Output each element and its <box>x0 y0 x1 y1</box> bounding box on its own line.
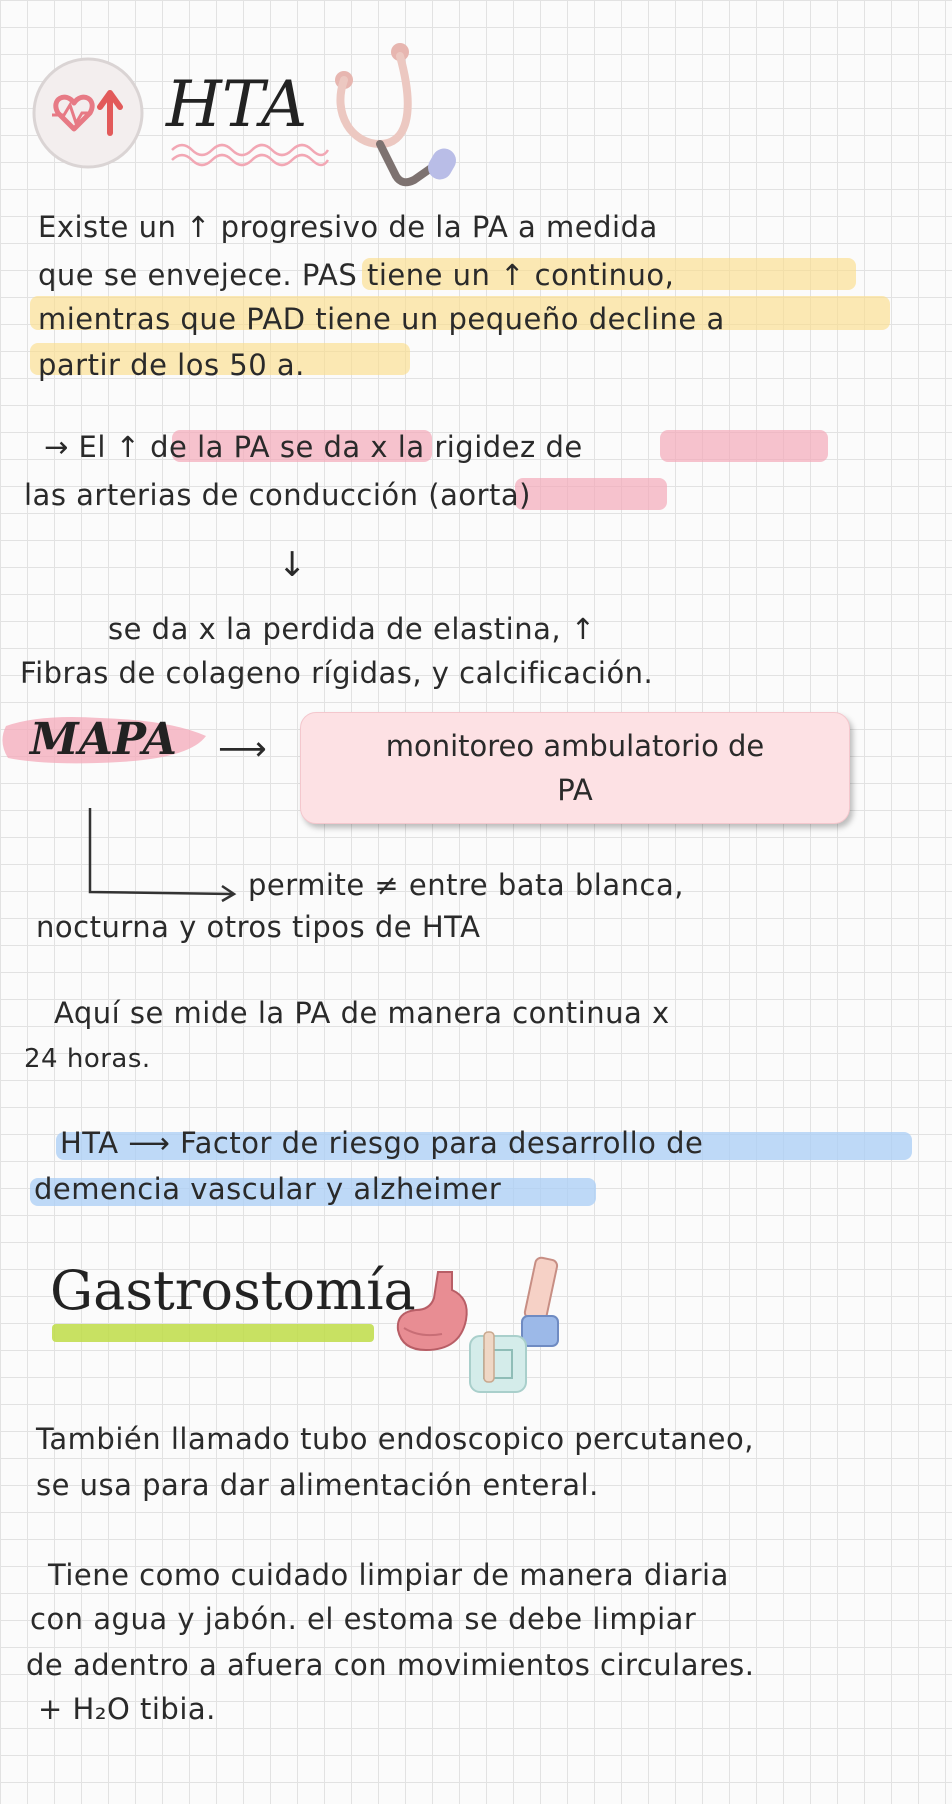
gastrostomy-tube-kit-icon <box>460 1254 580 1404</box>
hta-paragraph-1-line-2: que se envejece. PAS tiene un ↑ continuo, <box>38 258 675 292</box>
gastro-paragraph-1-line-2: se usa para dar alimentación enteral. <box>36 1468 599 1502</box>
hta-paragraph-1-line-3: mientras que PAD tiene un pequeño decline a <box>38 302 725 336</box>
title-squiggle-decoration <box>170 140 330 170</box>
l-shaped-arrow <box>82 806 242 900</box>
mapa-definition-line-2: PA <box>557 773 593 807</box>
mapa-label: MAPA <box>30 714 177 765</box>
stethoscope-icon <box>322 44 472 194</box>
mapa-definition-box <box>300 712 850 824</box>
gastro-paragraph-2-line-4: + H₂O tibia. <box>38 1692 216 1726</box>
down-arrow: ↓ <box>278 545 307 585</box>
hta-paragraph-4-line-1: Aquí se mide la PA de manera continua x <box>54 996 670 1030</box>
hta-paragraph-2-line-2: las arterias de conducción (aorta) <box>24 478 531 512</box>
gastro-paragraph-2-line-3: de adentro a afuera con movimientos circulares. <box>26 1648 755 1682</box>
hta-paragraph-5-line-2: demencia vascular y alzheimer <box>34 1172 502 1206</box>
hta-paragraph-5-line-1: HTA ⟶ Factor de riesgo para desarrollo de <box>60 1126 704 1160</box>
gastro-paragraph-2-line-2: con agua y jabón. el estoma se debe limpiar <box>30 1602 697 1636</box>
mapa-arrow: ⟶ <box>218 729 268 769</box>
heart-rate-badge-icon <box>30 55 146 171</box>
mapa-permite-line-1: permite ≠ entre bata blanca, <box>248 868 684 902</box>
mapa-permite-line-2: nocturna y otros tipos de HTA <box>36 910 481 944</box>
hta-paragraph-1-line-1: Existe un ↑ progresivo de la PA a medida <box>38 210 658 244</box>
hta-paragraph-3-line-1: se da x la perdida de elastina, ↑ <box>108 612 596 646</box>
hta-paragraph-3-line-2: Fibras de colageno rígidas, y calcificación. <box>20 656 654 690</box>
hta-title: HTA <box>166 68 308 142</box>
gastro-paragraph-2-line-1: Tiene como cuidado limpiar de manera diaria <box>48 1558 729 1592</box>
hta-paragraph-4-line-2: 24 horas. <box>24 1044 151 1074</box>
hta-paragraph-2-line-1: → El ↑ de la PA se da x la rigidez de <box>44 430 583 464</box>
mapa-definition-line-1: monitoreo ambulatorio de <box>385 729 765 763</box>
hta-paragraph-1-line-4: partir de los 50 a. <box>38 348 305 382</box>
gastro-paragraph-1-line-1: También llamado tubo endoscopico percutaneo, <box>36 1422 754 1456</box>
gastro-title: Gastrostomía <box>50 1259 416 1322</box>
